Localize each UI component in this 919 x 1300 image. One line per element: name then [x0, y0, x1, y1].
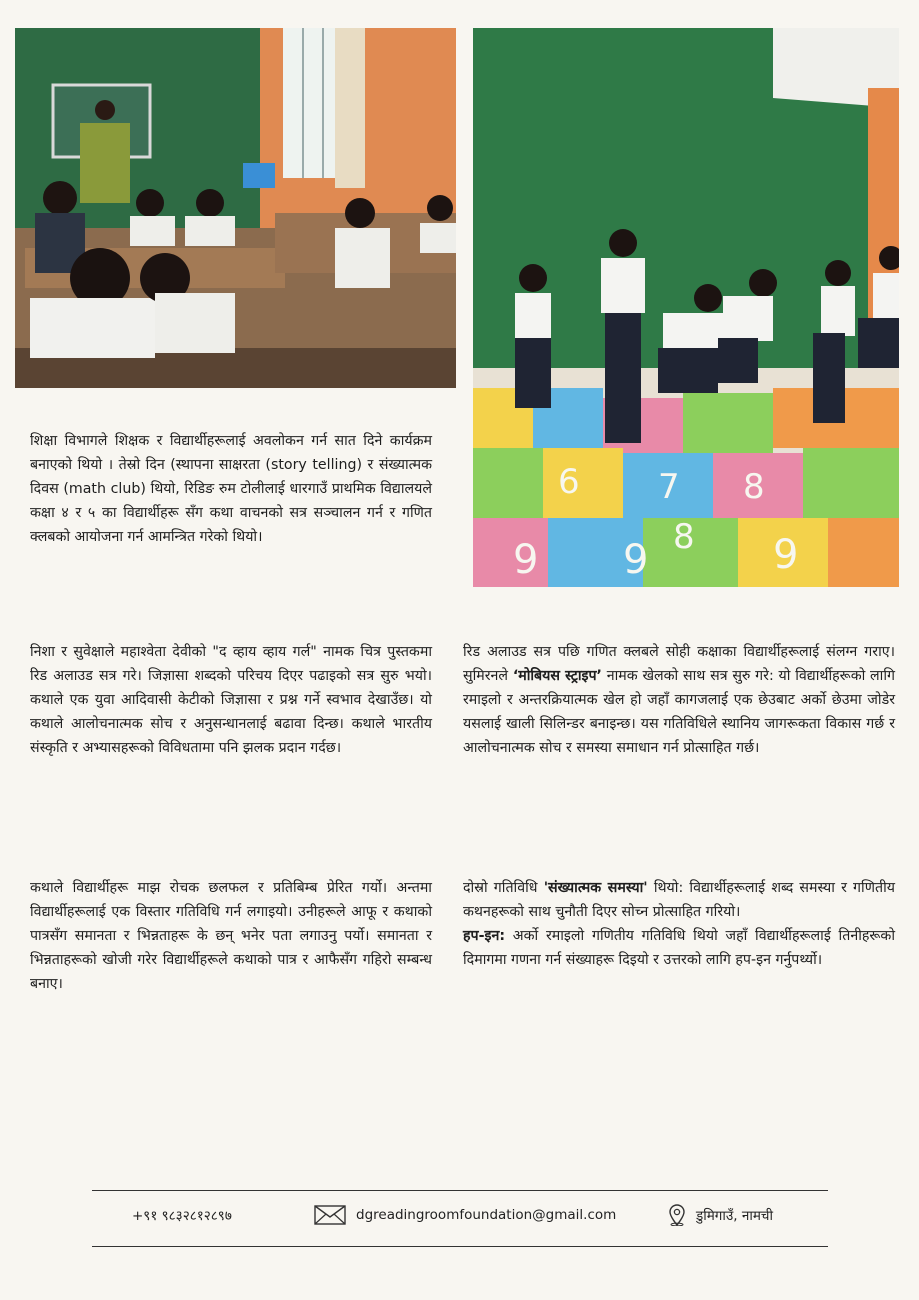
math-club-paragraph	[463, 640, 895, 760]
footer-bottom-divider	[92, 1246, 828, 1247]
svg-text:9: 9	[623, 537, 649, 583]
phone-number: +९१ ९८३२८१२८९७	[132, 1208, 232, 1224]
numeric-problem-paragraph	[463, 876, 895, 972]
location-text: डुमिगाउँ, नामची	[696, 1208, 774, 1224]
envelope-icon	[314, 1205, 346, 1225]
footer-location[interactable]	[668, 1204, 773, 1226]
classroom-photo	[15, 28, 456, 388]
numeric-problem-text-b: थियो: विद्यार्थीहरूलाई शब्द समस्या र गणितीय कथनहरूको साथ चुनौती दिएर सोच्न प्रोत्साहित गरियो।	[463, 880, 895, 920]
discussion-paragraph: कथाले विद्यार्थीहरू माझ रोचक छलफल र प्रतिबिम्ब प्रेरित गर्यो। अन्तमा विद्यार्थीहरूलाई एक विस्तार गतिविधि गर्न लगाइयो। उनीहरूले आफू र कथाको पात्रसँग समानता र भिन्नताहरू के छन् भनेर पता लगाउनु पर्यो। समानता र भिन्नताहरूको खोजी गरेर विद्यार्थीहरूले कथाको पात्र र आफैसँग गहिरो सम्बन्ध बनाए।	[30, 880, 432, 992]
svg-text:8: 8	[743, 467, 765, 507]
footer-email[interactable]	[314, 1204, 616, 1226]
numeric-problem-text-a: दोस्रो गतिविधि	[463, 880, 544, 896]
math-club-text-a: रिड अलाउड सत्र पछि गणित क्लबले सोही कक्षाका विद्यार्थीहरूलाई संलग्न गराए। सुमिरनले	[463, 644, 895, 684]
hop-in-label: हप-इन:	[463, 928, 505, 944]
math-club-text-b: नामक खेलको साथ सत्र सुरु गरे: यो विद्यार्थीहरूको लागि रमाइलो र अन्तरक्रियात्मक खेल हो जहाँ कागजलाई एक छेउबाट अर्को छेउमा जोडेर यसलाई खाली सिलिन्डर बनाइन्छ। यस गतिविधिले स्थानिय जागरूकता विकास गर्छ र आलोचनात्मक सोच र समस्या समाधान गर्न प्रोत्साहित गर्छ।	[463, 668, 895, 756]
svg-text:7: 7	[658, 467, 680, 507]
hop-in-text: अर्को रमाइलो गणितीय गतिविधि थियो जहाँ विद्यार्थीहरूलाई तिनीहरूको दिमागमा गणना गर्न संख्याहरू दिइयो र उत्तरको लागि हप-इन गर्नुपर्थ्यो।	[463, 928, 895, 968]
numeric-problem-title: 'संख्यात्मक समस्या'	[543, 880, 648, 896]
footer-phone[interactable]	[132, 1204, 232, 1226]
math-club-photo	[473, 28, 899, 587]
email-address: dgreadingroomfoundation@gmail.com	[356, 1207, 617, 1223]
read-aloud-paragraph: निशा र सुवेक्षाले महाश्वेता देवीको "द व्हाय व्हाय गर्ल" नामक चित्र पुस्तकमा रिड अलाउड सत्र गरे। जिज्ञासा शब्दको परिचय दिएर पढाइको सत्र सुरु भयो। कथाले एक युवा आदिवासी केटीको जिज्ञासा र प्रश्न गर्ने स्वभाव देखाउँछ। यो कथाले आलोचनात्मक सोच र अनुसन्धानलाई बढावा दिन्छ। कथाले भारतीय संस्कृति र अभ्यासहरूको विविधतामा पनि झलक प्रदान गर्दछ।	[30, 644, 432, 756]
svg-text:6: 6	[558, 462, 580, 502]
svg-text:9: 9	[773, 532, 799, 578]
svg-text:8: 8	[673, 517, 695, 557]
mobius-strip-title: ‘मोबियस स्ट्राइप’	[512, 668, 602, 684]
svg-text:9: 9	[513, 537, 539, 583]
intro-paragraph: शिक्षा विभागले शिक्षक र विद्यार्थीहरूलाई अवलोकन गर्न सात दिने कार्यक्रम बनाएको थियो । तेस्रो दिन (स्थापना साक्षरता (story telling) र संख्यात्मक दिवस (math club) थियो, रिडिङ रुम टोलीलाई धारगाउँ प्राथमिक विद्यालयले कक्षा ४ र ५ का विद्यार्थीहरू सँग कथा वाचनको सत्र सञ्चालन गर्न र गणित क्लबको आयोजना गर्न आमन्त्रित गरेको थियो।	[30, 433, 432, 545]
footer-top-divider	[92, 1190, 828, 1191]
map-pin-icon	[668, 1204, 686, 1226]
